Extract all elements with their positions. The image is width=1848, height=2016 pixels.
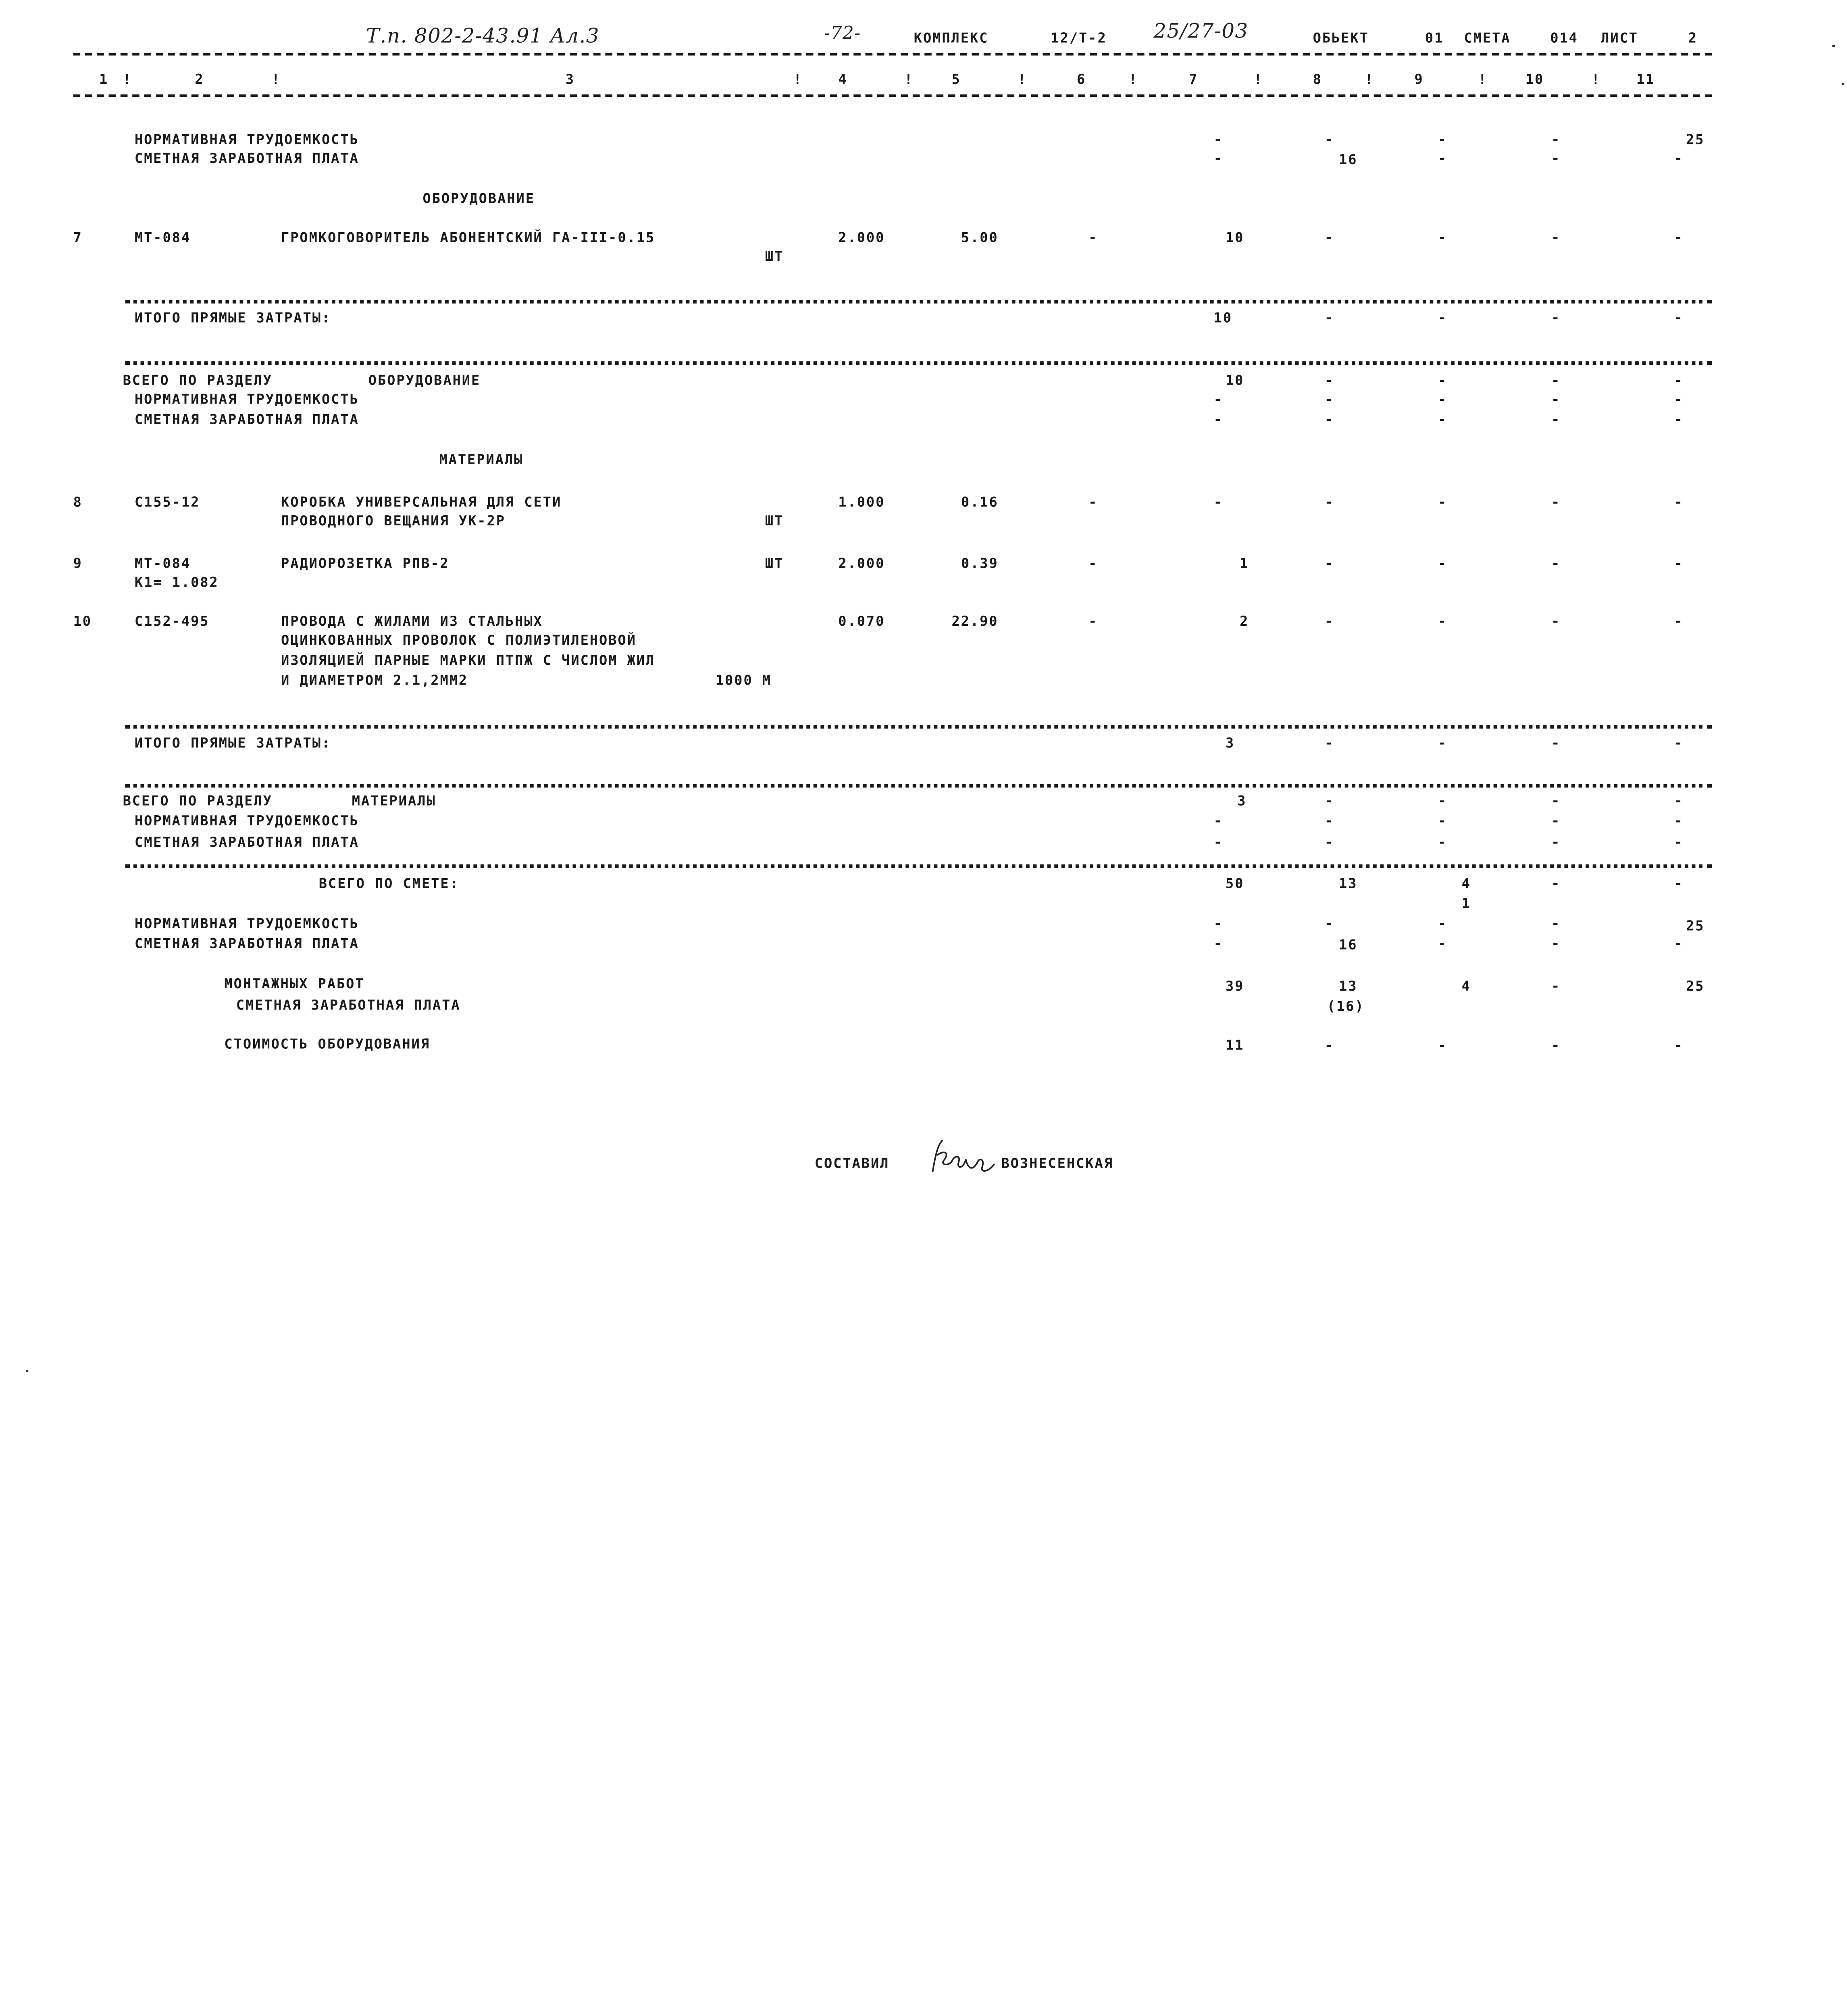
grand-labor-c11: 25 (1686, 917, 1705, 934)
cell-dash: - (1674, 150, 1684, 167)
document-reference: Т.п. 802-2-43.91 Ал.3 (366, 25, 599, 49)
equip-section-total-c7: 10 (1225, 372, 1244, 389)
cell-dash: - (1213, 131, 1223, 148)
dotted-rule (125, 784, 1712, 788)
row8-price: 0.16 (961, 494, 999, 510)
column-separators: ! (123, 71, 132, 87)
dotted-rule (125, 725, 1712, 729)
cell-dash: - (1674, 411, 1684, 428)
grand-total-c9-sub: 1 (1461, 895, 1471, 912)
dotted-rule (125, 300, 1712, 304)
mat-direct-label: ИТОГО ПРЯМЫЕ ЗАТРАТЫ: (134, 734, 331, 751)
cell-dash: - (1674, 494, 1684, 510)
cell-dash: - (1438, 391, 1448, 408)
cell-dash: - (1674, 734, 1684, 751)
mat-direct-c7: 3 (1225, 734, 1235, 751)
compiler-name: ВОЗНЕСЕНСКАЯ (1001, 1155, 1113, 1172)
mat-section-total-c7: 3 (1237, 792, 1247, 809)
cell-dash: - (1438, 833, 1448, 850)
grand-total-c7: 50 (1225, 875, 1244, 892)
equip-cost-label: СТОИМОСТЬ ОБОРУДОВАНИЯ (224, 1035, 430, 1052)
cell-dash: - (1551, 792, 1561, 809)
cell-dash: - (1088, 612, 1098, 629)
cell-dash: - (1438, 935, 1448, 952)
row8-code: С155-12 (134, 494, 200, 510)
col-num-3: 3 (565, 71, 575, 87)
column-separator: ! (271, 71, 281, 87)
sheet-label: ЛИСТ (1601, 29, 1639, 46)
row7-code: МТ-084 (134, 229, 191, 246)
estimate-value: 014 (1550, 29, 1578, 46)
column-separator: ! (1128, 71, 1138, 87)
row10-unit: 1000 М (715, 672, 772, 689)
cell-dash: - (1551, 131, 1561, 148)
row9-name: РАДИОРОЗЕТКА РПВ-2 (281, 555, 450, 572)
cell-dash: - (1213, 391, 1223, 408)
cell-dash: - (1674, 555, 1684, 572)
cell-dash: - (1438, 555, 1448, 572)
cell-dash: - (1213, 812, 1223, 829)
row7-num: 7 (73, 229, 83, 246)
install-c9: 4 (1461, 977, 1471, 994)
cell-dash: - (1213, 411, 1223, 428)
install-wage-c8: (16) (1327, 998, 1365, 1014)
cell-dash: - (1213, 833, 1223, 850)
grand-total-c9: 4 (1461, 875, 1471, 892)
cell-dash: - (1551, 977, 1561, 994)
cell-dash: - (1438, 1037, 1448, 1054)
complex-value: 12/Т-2 (1051, 29, 1107, 46)
equip-cost-c7: 11 (1225, 1037, 1244, 1054)
cell-dash: - (1324, 411, 1334, 428)
grand-total-c8: 13 (1339, 875, 1358, 892)
cell-dash: - (1674, 1037, 1684, 1054)
top-labor-label: НОРМАТИВНАЯ ТРУДОЕМКОСТЬ (134, 131, 359, 148)
cell-dash: - (1438, 915, 1448, 932)
col-num-8: 8 (1313, 71, 1322, 87)
row7-name: ГРОМКОГОВОРИТЕЛЬ АБОНЕНТСКИЙ ГА-III-0.15 (281, 229, 656, 246)
cell-dash: - (1213, 494, 1223, 510)
cell-dash: - (1674, 309, 1684, 326)
cell-dash: - (1674, 875, 1684, 892)
cell-dash: - (1324, 833, 1334, 850)
grand-total-label: ВСЕГО ПО СМЕТЕ: (318, 875, 459, 892)
cell-dash: - (1674, 229, 1684, 246)
equip-section-total-name: ОБОРУДОВАНИЕ (368, 372, 481, 389)
cell-dash: - (1438, 792, 1448, 809)
mat-wage-label: СМЕТНАЯ ЗАРАБОТНАЯ ПЛАТА (134, 833, 359, 850)
cell-dash: - (1324, 494, 1334, 510)
cell-dash: - (1551, 915, 1561, 932)
cell-dash: - (1551, 411, 1561, 428)
column-separator: ! (1591, 71, 1601, 87)
cell-dash: - (1674, 935, 1684, 952)
grand-labor-label: НОРМАТИВНАЯ ТРУДОЕМКОСТЬ (134, 915, 359, 932)
install-label: МОНТАЖНЫХ РАБОТ (224, 975, 365, 992)
cell-dash: - (1324, 229, 1334, 246)
cell-dash: - (1213, 935, 1223, 952)
install-c11: 25 (1686, 977, 1705, 994)
cell-dash: - (1551, 309, 1561, 326)
estimate-label: СМЕТА (1464, 29, 1511, 46)
col-num-5: 5 (951, 71, 961, 87)
row8-name-line1: КОРОБКА УНИВЕРСАЛЬНАЯ ДЛЯ СЕТИ (281, 494, 562, 510)
cell-dash: - (1324, 309, 1334, 326)
complex-label: КОМПЛЕКС (914, 29, 989, 46)
sheet-value: 2 (1688, 29, 1698, 46)
cell-dash: - (1438, 229, 1448, 246)
cell-dash: - (1324, 391, 1334, 408)
row9-unit: ШТ (765, 555, 784, 572)
dotted-rule (125, 361, 1712, 365)
equip-wage-label: СМЕТНАЯ ЗАРАБОТНАЯ ПЛАТА (134, 411, 359, 428)
col-num-1: 1 (99, 71, 109, 87)
row10-name-line1: ПРОВОДА С ЖИЛАМИ ИЗ СТАЛЬНЫХ (281, 612, 543, 629)
cell-dash: - (1551, 812, 1561, 829)
install-c8: 13 (1339, 977, 1358, 994)
cell-dash: - (1324, 131, 1334, 148)
cell-dash: - (1674, 833, 1684, 850)
row10-num: 10 (73, 612, 92, 629)
cell-dash: - (1324, 1037, 1334, 1054)
cell-dash: - (1213, 150, 1223, 167)
row10-qty: 0.070 (838, 612, 885, 629)
column-separator: ! (1478, 71, 1488, 87)
cell-dash: - (1324, 812, 1334, 829)
signature-image (926, 1136, 997, 1178)
dotted-rule (125, 864, 1712, 868)
cell-dash: - (1438, 612, 1448, 629)
materials-title: МАТЕРИАЛЫ (439, 451, 524, 468)
cell-dash: - (1324, 372, 1334, 389)
cell-dash: - (1438, 812, 1448, 829)
row9-price: 0.39 (961, 555, 999, 572)
col-num-6: 6 (1076, 71, 1086, 87)
row9-c7: 1 (1240, 555, 1249, 572)
row8-unit: ШТ (765, 512, 784, 529)
cell-dash: - (1674, 612, 1684, 629)
cell-dash: - (1324, 792, 1334, 809)
row10-code: С152-495 (134, 612, 210, 629)
cell-dash: - (1674, 812, 1684, 829)
column-separator: ! (793, 71, 803, 87)
cell-dash: - (1551, 935, 1561, 952)
row9-num: 9 (73, 555, 83, 572)
row9-coef: К1= 1.082 (134, 574, 219, 591)
cell-dash: - (1674, 372, 1684, 389)
column-separator: ! (1254, 71, 1263, 87)
row7-c7: 10 (1225, 229, 1244, 246)
object-value: 01 (1425, 29, 1444, 46)
cell-dash: - (1088, 229, 1098, 246)
mat-section-total-name: МАТЕРИАЛЫ (352, 792, 436, 809)
cell-dash: - (1324, 915, 1334, 932)
col-num-2: 2 (195, 71, 204, 87)
cell-dash: - (1551, 229, 1561, 246)
row10-name-line3: ИЗОЛЯЦИЕЙ ПАРНЫЕ МАРКИ ПТПЖ С ЧИСЛОМ ЖИЛ (281, 652, 656, 669)
column-separator: ! (1365, 71, 1374, 87)
cell-dash: - (1551, 494, 1561, 510)
cell-dash: - (1551, 1037, 1561, 1054)
col-num-10: 10 (1525, 71, 1544, 87)
cell-dash: - (1088, 494, 1098, 510)
cell-dash: - (1438, 131, 1448, 148)
cell-dash: - (1674, 391, 1684, 408)
row8-qty: 1.000 (838, 494, 885, 510)
cell-dash: - (1674, 792, 1684, 809)
col-num-9: 9 (1414, 71, 1424, 87)
cell-dash: - (1551, 734, 1561, 751)
cell-dash: - (1438, 309, 1448, 326)
top-wage-c8: 16 (1339, 151, 1358, 168)
equip-direct-label: ИТОГО ПРЯМЫЕ ЗАТРАТЫ: (134, 309, 331, 326)
col-num-11: 11 (1636, 71, 1655, 87)
header-rule-bottom (73, 94, 1712, 97)
equipment-title: ОБОРУДОВАНИЕ (422, 190, 535, 207)
cell-dash: - (1551, 555, 1561, 572)
cell-dash: - (1088, 555, 1098, 572)
equip-labor-label: НОРМАТИВНАЯ ТРУДОЕМКОСТЬ (134, 391, 359, 408)
cell-dash: - (1213, 915, 1223, 932)
row7-qty: 2.000 (838, 229, 885, 246)
equip-section-total-label: ВСЕГО ПО РАЗДЕЛУ (123, 372, 273, 389)
equip-direct-c7: 10 (1213, 309, 1233, 326)
install-wage-label: СМЕТНАЯ ЗАРАБОТНАЯ ПЛАТА (236, 996, 461, 1013)
object-label: ОБЬЕКТ (1313, 29, 1369, 46)
row10-c7: 2 (1240, 612, 1249, 629)
row10-name-line4: И ДИАМЕТРОМ 2.1,2ММ2 (281, 672, 468, 689)
column-separator: ! (1018, 71, 1027, 87)
row8-num: 8 (73, 494, 83, 510)
row7-unit: ШТ (765, 248, 784, 265)
cell-dash: - (1438, 494, 1448, 510)
row8-name-line2: ПРОВОДНОГО ВЕЩАНИЯ УК-2Р (281, 512, 506, 529)
cell-dash: - (1438, 734, 1448, 751)
cell-dash: - (1551, 372, 1561, 389)
cell-dash: - (1551, 391, 1561, 408)
scan-speck (1842, 83, 1844, 85)
cell-dash: - (1438, 411, 1448, 428)
row9-qty: 2.000 (838, 555, 885, 572)
top-labor-c11: 25 (1686, 131, 1705, 148)
install-c7: 39 (1225, 977, 1244, 994)
row10-name-line2: ОЦИНКОВАННЫХ ПРОВОЛОК С ПОЛИЭТИЛЕНОВОЙ (281, 631, 637, 648)
grand-wage-label: СМЕТНАЯ ЗАРАБОТНАЯ ПЛАТА (134, 935, 359, 952)
row9-code: МТ-084 (134, 555, 191, 572)
handwritten-code: 25/27-03 (1153, 20, 1249, 44)
column-separator: ! (904, 71, 914, 87)
col-num-4: 4 (838, 71, 848, 87)
cell-dash: - (1551, 150, 1561, 167)
cell-dash: - (1324, 734, 1334, 751)
cell-dash: - (1438, 150, 1448, 167)
cell-dash: - (1551, 875, 1561, 892)
row10-price: 22.90 (951, 612, 999, 629)
header-rule-top (73, 53, 1712, 56)
col-num-7: 7 (1189, 71, 1199, 87)
compiled-by-label: СОСТАВИЛ (814, 1155, 890, 1172)
mat-labor-label: НОРМАТИВНАЯ ТРУДОЕМКОСТЬ (134, 812, 359, 829)
cell-dash: - (1438, 372, 1448, 389)
scan-speck (1832, 45, 1835, 47)
cell-dash: - (1551, 833, 1561, 850)
page-number: -72- (824, 22, 861, 44)
row7-price: 5.00 (961, 229, 999, 246)
cell-dash: - (1324, 612, 1334, 629)
grand-wage-c8: 16 (1339, 936, 1358, 953)
scan-speck (26, 1370, 28, 1372)
cell-dash: - (1551, 612, 1561, 629)
mat-section-total-label: ВСЕГО ПО РАЗДЕЛУ (123, 792, 273, 809)
cell-dash: - (1324, 555, 1334, 572)
top-wage-label: СМЕТНАЯ ЗАРАБОТНАЯ ПЛАТА (134, 150, 359, 167)
